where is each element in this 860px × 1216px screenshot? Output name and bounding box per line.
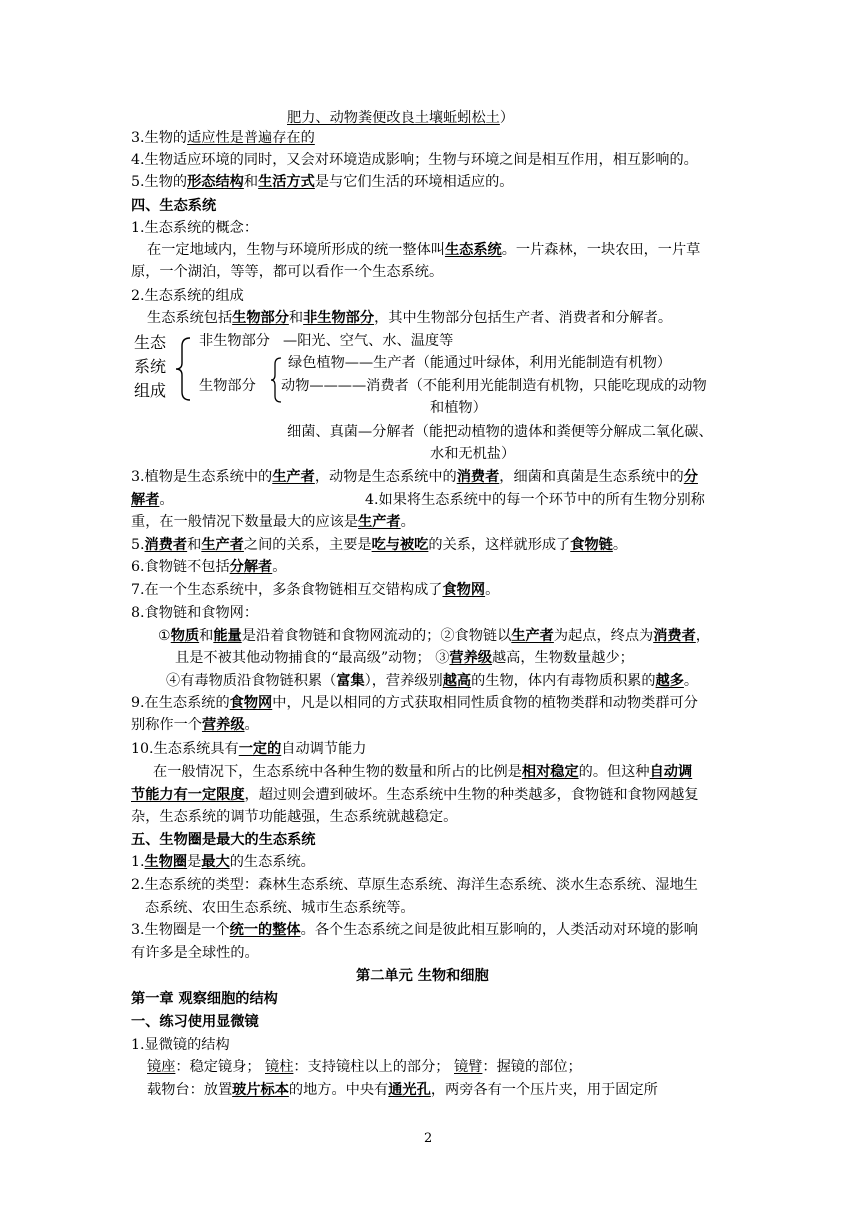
text-line: 10.生态系统具有一定的自动调节能力	[131, 741, 367, 757]
diagram-item: —阳光、空气、水、温度等	[283, 333, 454, 349]
unit-title: 第二单元 生物和细胞	[356, 968, 489, 984]
diagram-label: 系统	[134, 357, 167, 376]
text-line: 6.食物链不包括分解者。	[131, 559, 287, 575]
text-line: 肥力、动物粪便改良土壤蚯蚓松土）	[287, 110, 515, 126]
text-line: 别称作一个营养级。	[131, 717, 259, 733]
text-line: 4.如果将生态系统中的每一个环节中的所有生物分别称	[365, 492, 705, 508]
text-line: 有许多是全球性的。	[131, 945, 259, 961]
text-line: 在一般情况下，生态系统中各种生物的数量和所占的比例是相对稳定的。但这种自动调	[153, 764, 693, 780]
text-line: 9.在生态系统的食物网中，凡是以相同的方式获取相同性质食物的植物类群和动物类群可分	[131, 695, 698, 711]
text-line: ④有毒物质沿食物链积累（富集），营养级别越高的生物，体内有毒物质积累的越多。	[166, 673, 699, 689]
text-line: ①物质和能量是沿着食物链和食物网流动的；②食物链以生产者为起点，终点为消费者，	[158, 628, 710, 644]
text-line: 5.生物的形态结构和生活方式是与它们生活的环境相适应的。	[131, 174, 514, 190]
text-line: 3.植物是生态系统中的生产者，动物是生态系统中的消费者，细菌和真菌是生态系统中的分	[131, 469, 698, 485]
diagram-label: 组成	[134, 381, 167, 400]
section-heading: 四、生态系统	[131, 198, 217, 214]
text-line: 3.生物的适应性是普遍存在的	[131, 130, 315, 146]
diagram-item: 细菌、真菌—分解者（能把动植物的遗体和粪便等分解成二氧化碳、	[287, 424, 713, 440]
diagram-item: 绿色植物——生产者（能通过叶绿体，利用光能制造有机物）	[288, 355, 672, 371]
diagram-item: 和植物）	[430, 400, 487, 416]
text-line: 解者。	[131, 492, 174, 508]
left-brace-icon	[174, 336, 196, 402]
text-line: 1.生物圈是最大的生态系统。	[131, 854, 315, 870]
text-line: 且是不被其他动物捕食的“最高级”动物； ③营养级越高，生物数量越少；	[175, 650, 634, 666]
page-number: 2	[424, 1131, 433, 1146]
text-line: 生态系统包括生物部分和非生物部分，其中生物部分包括生产者、消费者和分解者。	[147, 310, 673, 326]
diagram-label: 非生物部分	[199, 333, 270, 349]
text-line: 镜座：稳定镜身； 镜柱：支持镜柱以上的部分； 镜臂：握镜的部位；	[147, 1059, 582, 1075]
text-line: 3.生物圈是一个统一的整体。各个生态系统之间是彼此相互影响的，人类活动对环境的影响	[131, 922, 698, 938]
text-line: 节能力有一定限度，超过则会遭到破坏。生态系统中生物的种类越多，食物链和食物网越复	[131, 787, 699, 803]
underlined-text: 肥力、动物粪便改良土壤蚯蚓松土	[287, 110, 500, 126]
text-line: 4.生物适应环境的同时，又会对环境造成影响；生物与环境之间是相互作用，相互影响的。	[131, 152, 698, 168]
text-line: 载物台：放置玻片标本的地方。中央有通光孔，两旁各有一个压片夹，用于固定所	[147, 1082, 658, 1098]
text-line: 态系统、农田生态系统、城市生态系统等。	[145, 900, 415, 916]
text-line: 7.在一个生态系统中，多条食物链相互交错构成了食物网。	[131, 582, 500, 598]
section-heading: 一、练习使用显微镜	[131, 1014, 259, 1030]
text-line: 5.消费者和生产者之间的关系，主要是吃与被吃的关系，这样就形成了食物链。	[131, 537, 628, 553]
text-line: 2.生态系统的类型：森林生态系统、草原生态系统、海洋生态系统、淡水生态系统、湿地生	[131, 877, 698, 893]
diagram-item: 水和无机盐）	[430, 446, 516, 462]
text-line: 原，一个湖泊，等等，都可以看作一个生态系统。	[131, 264, 444, 280]
text-line: 1.生态系统的概念：	[131, 220, 259, 236]
diagram-label: 生态	[134, 333, 167, 352]
text-line: 2.生态系统的组成	[131, 288, 244, 304]
chapter-heading: 第一章 观察细胞的结构	[131, 991, 278, 1007]
text-line: 8.食物链和食物网：	[131, 605, 259, 621]
diagram-item: 动物————消费者（不能利用光能制造有机物，只能吃现成的动物	[281, 378, 707, 394]
text-line: 重，在一般情况下数量最大的应该是生产者。	[131, 514, 415, 530]
text-line: 在一定地域内，生物与环境所形成的统一整体叫生态系统。一片森林，一块农田，一片草	[147, 242, 701, 258]
section-heading: 五、生物圈是最大的生态系统	[131, 832, 316, 848]
text-line: 1.显微镜的结构	[131, 1037, 230, 1053]
diagram-label: 生物部分	[199, 378, 256, 394]
text-line: 杂，生态系统的调节功能越强，生态系统就越稳定。	[131, 809, 458, 825]
